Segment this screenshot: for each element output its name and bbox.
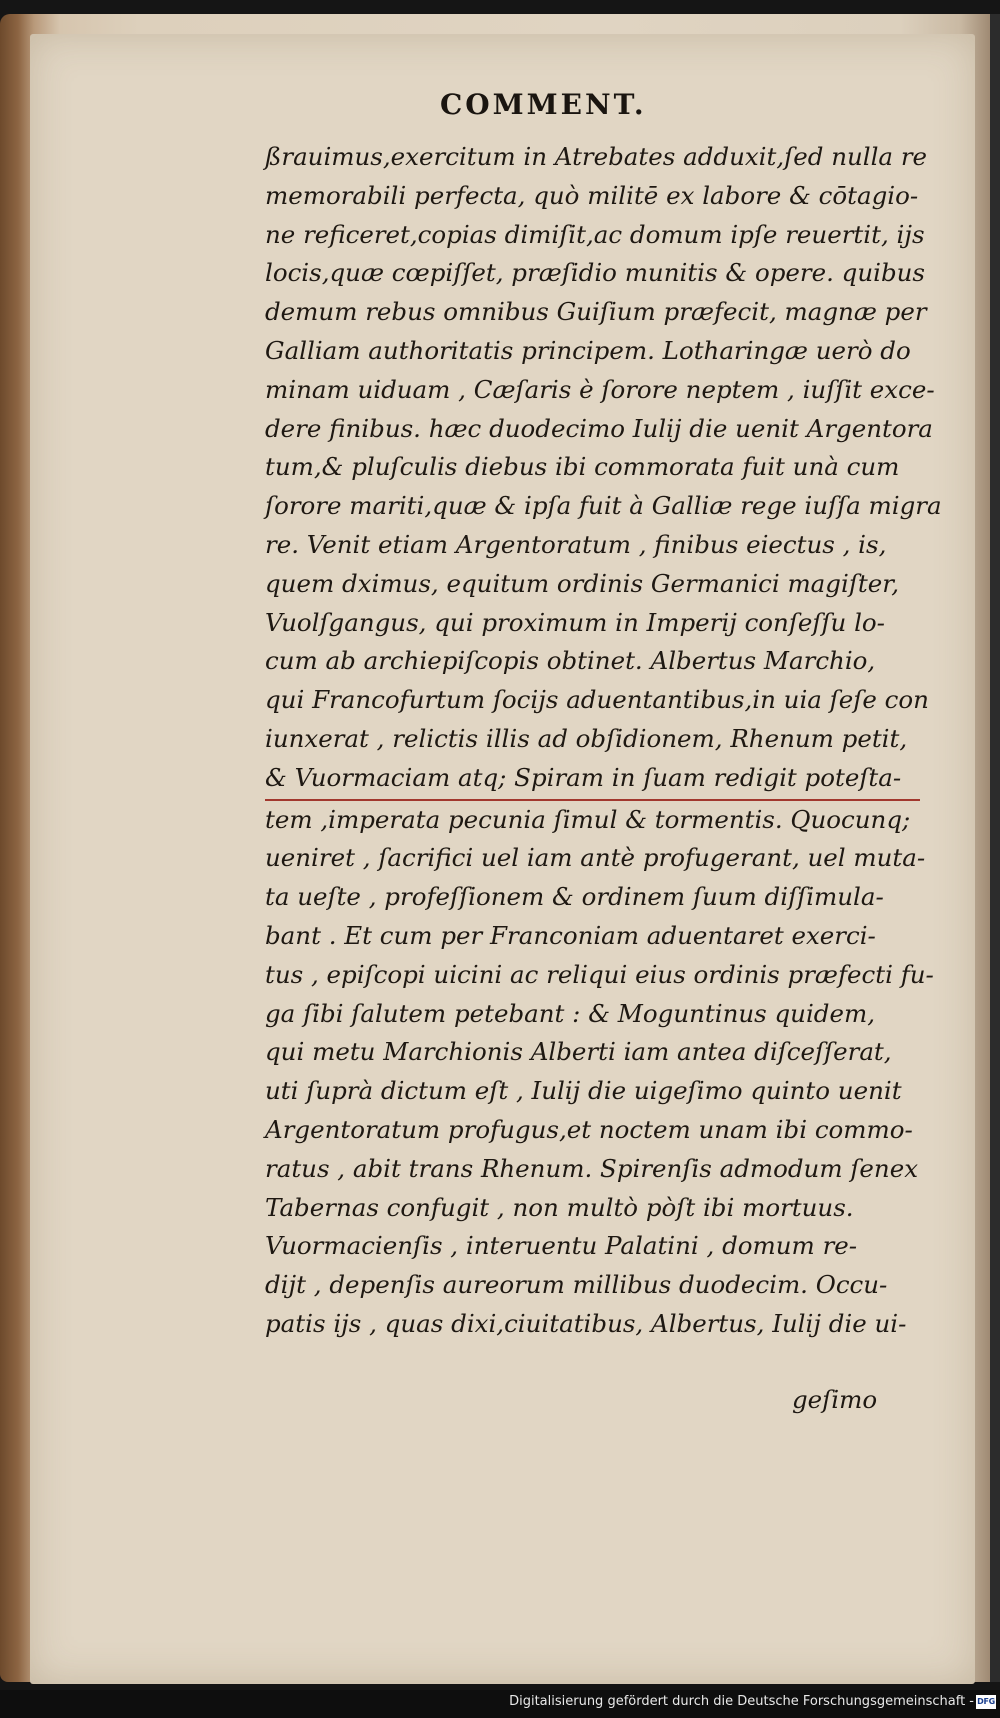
text-line: tus , epiſcopi uicini ac reliqui eius ordinis præfecti fu- [265,959,934,989]
text-line: re. Venit etiam Argentoratum , finibus eiectus , is, [265,529,887,559]
text-line: ueniret , ſacrifici uel iam antè profugerant, uel muta- [265,843,926,873]
text-line: ne reficeret,copias dimiſit,ac domum ipſe reuertit, ijs [265,219,925,249]
text-line: minam uiduam , Cæſaris è ſorore neptem , iuſſit exce- [265,374,935,404]
text-line: Vuolſgangus, qui proximum in Imperij conſeſſu lo- [265,607,885,637]
text-line: Tabernas confugit , non multò pòſt ibi mortuus. [265,1192,854,1222]
text-line: iunxerat , relictis illis ad obſidionem, Rhenum petit, [265,723,908,753]
text-line: tem ,imperata pecunia ſimul & tormentis. Quocunq; [265,804,911,834]
text-line: ratus , abit trans Rhenum. Spirenſis admodum ſenex [265,1153,919,1183]
text-line: Vuormacienſis , interuentu Palatini , domum re- [265,1231,858,1261]
text-line: tum,& pluſculis diebus ibi commorata fuit unà cum [265,452,900,482]
text-line: patis ijs , quas dixi,ciuitatibus, Albertus, Iulij die ui- [265,1308,907,1338]
dfg-logo-icon: DFG [976,1695,996,1709]
text-line: ga ſibi ſalutem petebant : & Moguntinus quidem, [265,998,875,1028]
body-text [265,138,942,1344]
catchword: geſimo [792,1385,878,1414]
text-line: Argentoratum profugus,et noctem unam ibi commo- [265,1114,913,1144]
text-line: quem dximus, equitum ordinis Germanici magiſter, [265,568,900,598]
text-line: cum ab archiepiſcopis obtinet. Albertus Marchio, [265,646,876,676]
text-line: qui Francofurtum ſocijs aduentantibus,in uia ſeſe con [265,685,929,715]
text-line: Galliam authoritatis principem. Lotharingæ uerò do [265,335,911,365]
footer-credit: Digitalisierung gefördert durch die Deutsche Forschungsgemeinschaft - [509,1694,974,1709]
running-head: COMMENT. [440,88,647,121]
text-line: ßrauimus,exercitum in Atrebates adduxit,ſed nulla re [265,142,928,171]
text-line: memorabili perfecta, quò militē ex labore & cōtagio- [265,180,919,210]
text-line: uti ſuprà dictum eſt , Iulij die uigeſimo quinto uenit [265,1076,902,1106]
text-line: locis,quæ cœpiſſet, præſidio munitis & opere. quibus [265,258,926,288]
text-line: demum rebus omnibus Guiſium præfecit, magnæ per [265,297,927,327]
page-edge-shadow [990,14,1000,1682]
text-line: dere finibus. hæc duodecimo Iulij die uenit Argentora [265,413,933,443]
text-line: bant . Et cum per Franconiam aduentaret exerci- [265,920,876,950]
text-line-underlined: & Vuormaciam atq; Spiram in ſuam redigit poteſta- [265,759,920,801]
footer-bar [0,1690,1000,1718]
text-line: ſorore mariti,quæ & ipſa fuit à Galliæ rege iuſſa migra [265,491,942,521]
text-line: ta ueſte , profeſſionem & ordinem ſuum diſſimula- [265,882,884,912]
text-line: qui metu Marchionis Alberti iam antea diſceſſerat, [265,1037,892,1067]
text-line: dijt , depenſis aureorum millibus duodecim. Occu- [265,1270,888,1300]
